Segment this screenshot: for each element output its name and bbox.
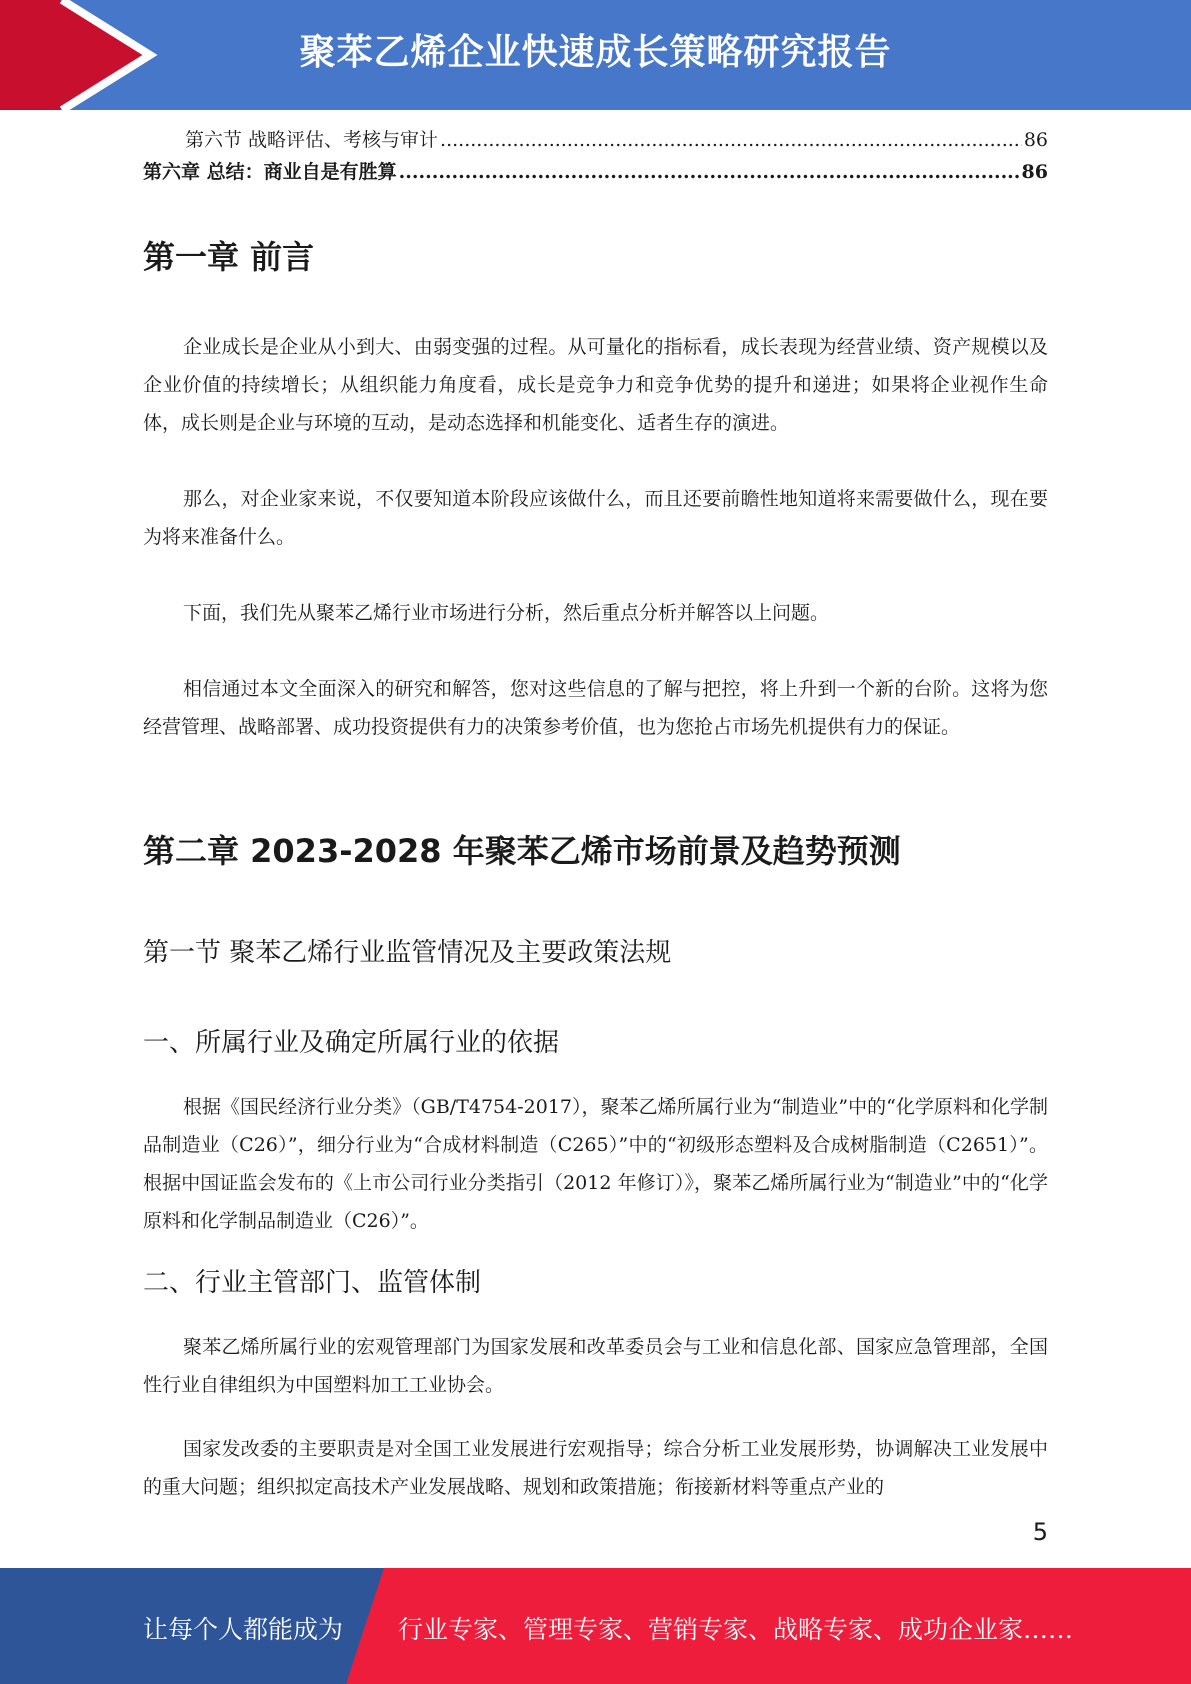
page-footer bbox=[0, 1568, 1191, 1684]
subsection-heading bbox=[143, 1262, 1048, 1299]
paragraph bbox=[143, 594, 1048, 632]
subsection-title: 二、行业主管部门、监管体制 bbox=[143, 1268, 482, 1298]
toc-leader-dots bbox=[399, 161, 1020, 183]
footer-slogan-right: 行业专家、管理专家、营销专家、战略专家、成功企业家…… bbox=[398, 1615, 1074, 1644]
footer-slogan-left: 让每个人都能成为 bbox=[143, 1615, 344, 1644]
chapter-title: 第一章 前言 bbox=[143, 238, 315, 276]
toc-entry-label: 第六节 战略评估、考核与审计 bbox=[185, 129, 439, 151]
toc-entry-page: 86 bbox=[1021, 161, 1048, 183]
toc-entry-label: 第六章 总结：商业自是有胜算 bbox=[143, 161, 397, 183]
toc-leader-dots bbox=[440, 129, 1022, 151]
body-text: 企业成长是企业从小到大、由弱变强的过程。从可量化的指标看，成长表现为经营业绩、资产规模以及企业价值的持续增长；从组织能力角度看，成长是竞争力和竞争优势的提升和递进；如果将企业视作生命体，成长则是企业与环境的互动，是动态选择和机能变化、适者生存的演进。 bbox=[143, 336, 1048, 434]
subsection-title: 一、所属行业及确定所属行业的依据 bbox=[143, 1028, 560, 1058]
toc-entry[interactable] bbox=[143, 157, 1048, 189]
paragraph bbox=[143, 1088, 1048, 1240]
subsection-heading bbox=[143, 1022, 1048, 1059]
chapter-2-heading bbox=[143, 826, 1048, 872]
section-title: 第一节 聚苯乙烯行业监管情况及主要政策法规 bbox=[143, 938, 672, 968]
chapter-title: 第二章 2023-2028 年聚苯乙烯市场前景及趋势预测 bbox=[143, 832, 901, 870]
body-text: 聚苯乙烯所属行业的宏观管理部门为国家发展和改革委员会与工业和信息化部、国家应急管理部，全国性行业自律组织为中国塑料加工工业协会。 bbox=[143, 1336, 1048, 1396]
body-text: 那么，对企业家来说，不仅要知道本阶段应该做什么，而且还要前瞻性地知道将来需要做什么，现在要为将来准备什么。 bbox=[143, 488, 1048, 548]
paragraph bbox=[143, 1430, 1048, 1506]
paragraph bbox=[143, 328, 1048, 442]
toc-entry-page: 86 bbox=[1023, 129, 1048, 151]
body-text: 下面，我们先从聚苯乙烯行业市场进行分析，然后重点分析并解答以上问题。 bbox=[183, 602, 830, 624]
paragraph bbox=[143, 670, 1048, 746]
page-number: 5 bbox=[1032, 1518, 1048, 1546]
chapter-1-heading bbox=[143, 232, 1048, 278]
paragraph bbox=[143, 480, 1048, 556]
toc-entry[interactable] bbox=[143, 125, 1048, 157]
report-title: 聚苯乙烯企业快速成长策略研究报告 bbox=[299, 32, 892, 73]
paragraph bbox=[143, 1328, 1048, 1404]
page-header bbox=[0, 0, 1191, 110]
body-text: 根据《国民经济行业分类》（GB/T4754-2017），聚苯乙烯所属行业为“制造业”中的“化学原料和化学制品制造业（C26）”，细分行业为“合成材料制造（C265）”中的“初级形态塑料及合成树脂制造（C2651）”。根据中国证监会发布的《上市公司行业分类指引（2012 年修订）》，聚苯乙烯所属行业为“制造业”中的“化学原料和化学制品制造业（C26）”。 bbox=[143, 1096, 1048, 1232]
section-heading bbox=[143, 932, 1048, 969]
body-text: 国家发改委的主要职责是对全国工业发展进行宏观指导；综合分析工业发展形势，协调解决工业发展中的重大问题；组织拟定高技术产业发展战略、规划和政策措施；衔接新材料等重点产业的 bbox=[143, 1438, 1048, 1498]
body-text: 相信通过本文全面深入的研究和解答，您对这些信息的了解与把控，将上升到一个新的台阶。这将为您经营管理、战略部署、成功投资提供有力的决策参考价值，也为您抢占市场先机提供有力的保证。 bbox=[143, 678, 1048, 738]
toc bbox=[143, 125, 1048, 189]
